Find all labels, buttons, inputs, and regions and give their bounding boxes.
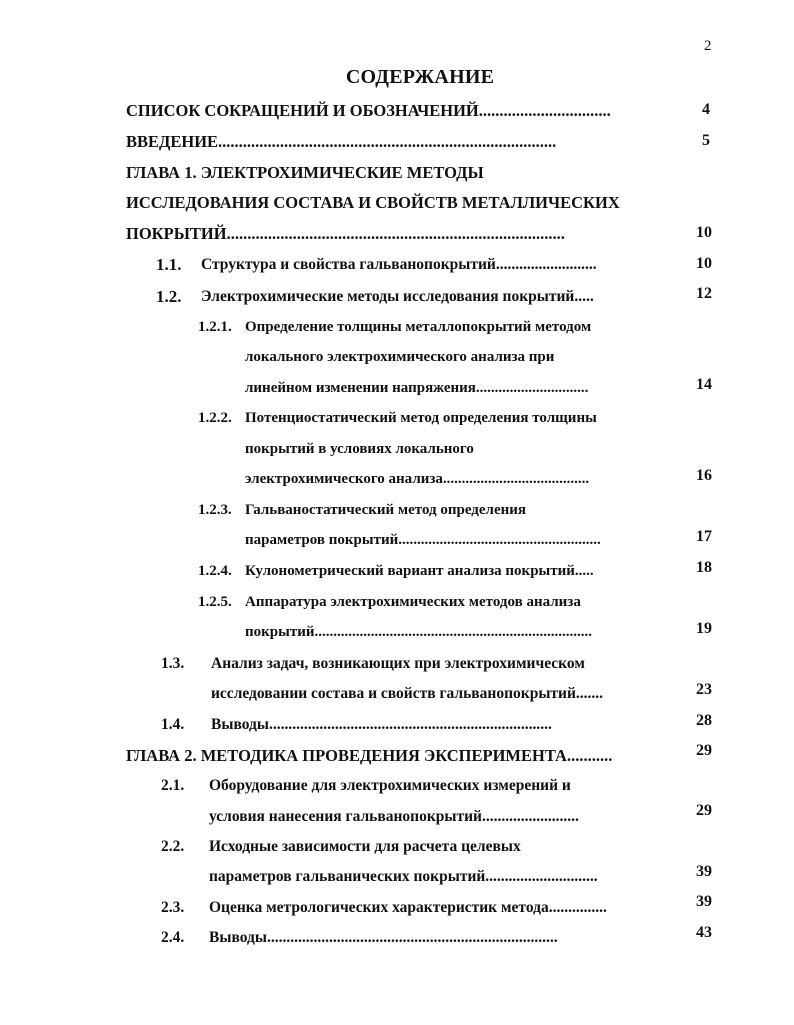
toc-page-number: 43 <box>696 924 712 941</box>
toc-page-number: 39 <box>696 893 712 910</box>
toc-entry-text: Выводы........................................................................... <box>209 929 558 946</box>
toc-entry-text: СПИСОК СОКРАЩЕНИЙ И ОБОЗНАЧЕНИЙ................................ <box>126 101 611 120</box>
toc-entry-text: исследовании состава и свойств гальванопокрытий....... <box>211 685 604 702</box>
toc-entry-text: Определение толщины металлопокрытий методом <box>245 319 592 335</box>
toc-page-number: 17 <box>696 528 712 545</box>
toc-entry-text: Анализ задач, возникающих при электрохимическом <box>211 655 585 672</box>
toc-page-number: 19 <box>696 620 712 637</box>
section-number: 2.1. <box>161 777 185 794</box>
toc-entry-text: параметров гальванических покрытий............................. <box>209 868 598 885</box>
page-number: 2 <box>704 38 712 54</box>
section-number: 1.3. <box>161 655 185 672</box>
toc-entry-text: Электрохимические методы исследования покрытий..... <box>201 288 594 305</box>
section-number: 2.3. <box>161 899 185 916</box>
toc-page-number: 16 <box>696 467 712 484</box>
section-number: 1.2. <box>156 287 182 306</box>
toc-entry-text: Выводы......................................................................... <box>211 716 552 733</box>
toc-entry-text: ПОКРЫТИЙ.................................................................................. <box>126 224 565 243</box>
toc-page-number: 5 <box>702 132 710 149</box>
section-number: 1.2.2. <box>198 410 232 426</box>
section-number: 2.4. <box>161 929 185 946</box>
section-number: 1.2.1. <box>198 319 232 335</box>
section-number: 1.2.3. <box>198 502 232 518</box>
toc-entry-text: электрохимического анализа....................................... <box>245 471 590 487</box>
toc-entry-text: линейном изменении напряжения.............................. <box>245 380 589 396</box>
toc-entry-text: параметров покрытий...................................................... <box>245 532 601 548</box>
toc-page-number: 10 <box>696 224 712 241</box>
toc-entry-text: Аппаратура электрохимических методов анализа <box>245 594 581 610</box>
section-number: 2.2. <box>161 838 185 855</box>
page-title: СОДЕРЖАНИЕ <box>345 66 495 88</box>
toc-entry-text: ГЛАВА 1. ЭЛЕКТРОХИМИЧЕСКИЕ МЕТОДЫ <box>126 163 484 182</box>
toc-entry-text: Оборудование для электрохимических измерений и <box>209 777 571 794</box>
toc-entry-text: Гальваностатический метод определения <box>245 502 527 518</box>
section-number: 1.2.4. <box>198 563 232 579</box>
toc-entry-text: ГЛАВА 2. МЕТОДИКА ПРОВЕДЕНИЯ ЭКСПЕРИМЕНТА........... <box>126 746 613 765</box>
toc-entry-text: ВВЕДЕНИЕ.................................................................................. <box>126 132 557 151</box>
section-number: 1.4. <box>161 716 185 733</box>
toc-entry-text: покрытий в условиях локального <box>245 441 474 457</box>
toc-entry-text: Исходные зависимости для расчета целевых <box>209 838 521 855</box>
toc-page-number: 18 <box>696 559 712 576</box>
section-number: 1.2.5. <box>198 594 232 610</box>
toc-entry-text: Кулонометрический вариант анализа покрытий..... <box>245 563 594 579</box>
toc-entry-text: Потенциостатический метод определения толщины <box>245 410 597 426</box>
toc-page-number: 29 <box>696 802 712 819</box>
section-number: 1.1. <box>156 255 182 274</box>
toc-entry-text: покрытий.......................................................................... <box>245 624 592 640</box>
toc-page-number: 12 <box>696 285 712 302</box>
toc-entry-text: Структура и свойства гальванопокрытий.......................... <box>201 256 597 273</box>
toc-page-number: 29 <box>696 742 712 759</box>
toc-page-number: 14 <box>696 376 712 393</box>
toc-page-number: 23 <box>696 681 712 698</box>
toc-page-number: 28 <box>696 712 712 729</box>
toc-entry-text: Оценка метрологических характеристик метода............... <box>209 899 607 916</box>
toc-page-number: 4 <box>702 101 710 118</box>
toc-entry-text: локального электрохимического анализа при <box>245 349 555 365</box>
toc-entry-text: условия нанесения гальванопокрытий......................... <box>209 808 579 825</box>
toc-entry-text: ИССЛЕДОВАНИЯ СОСТАВА И СВОЙСТВ МЕТАЛЛИЧЕСКИХ <box>126 193 620 212</box>
toc-page-number: 10 <box>696 255 712 272</box>
toc-page-number: 39 <box>696 863 712 880</box>
